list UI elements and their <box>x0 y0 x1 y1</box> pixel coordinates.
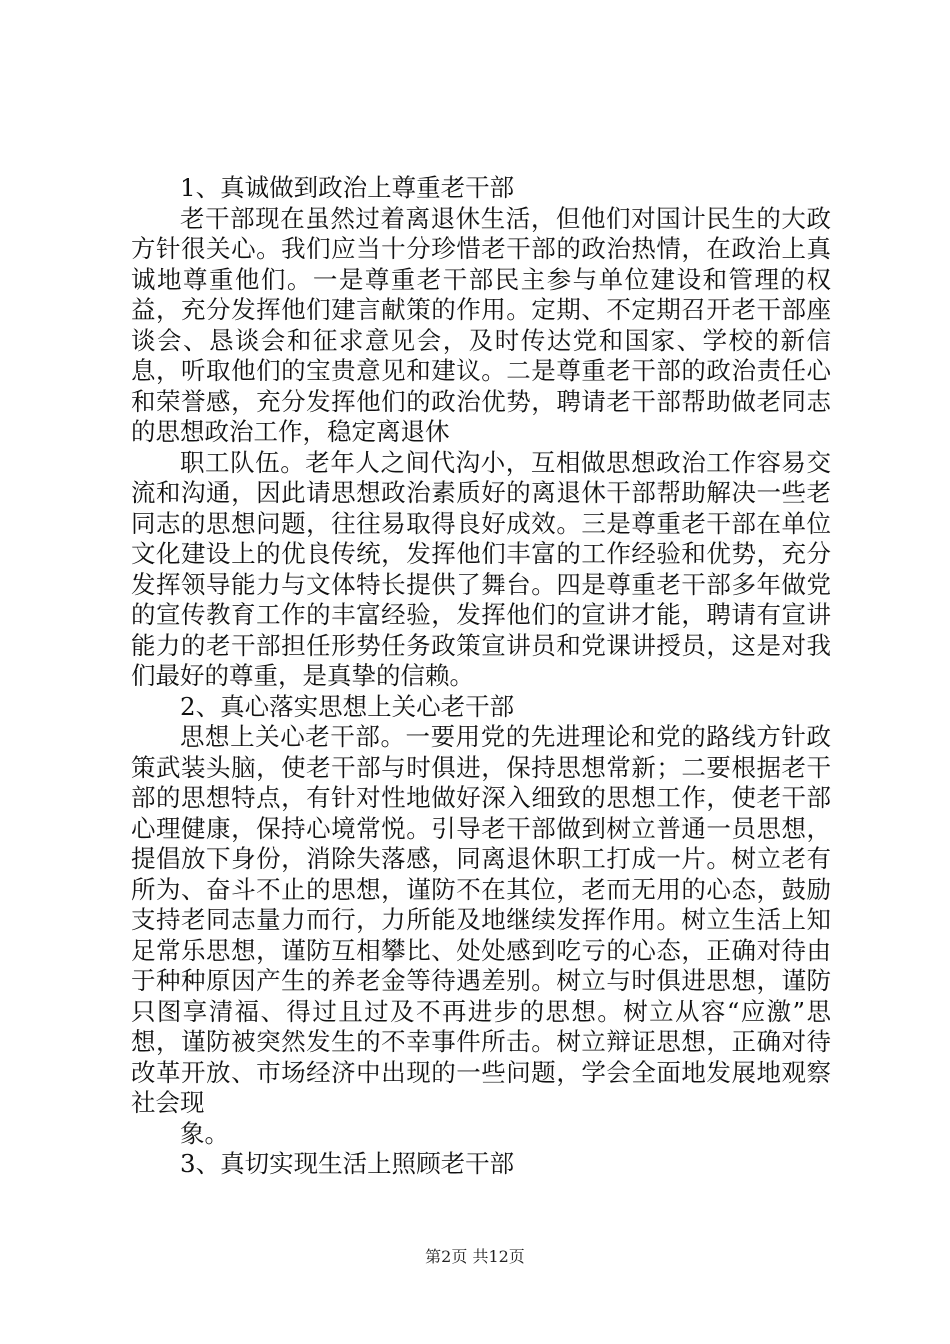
section-heading-3: 3、真切实现生活上照顾老干部 <box>180 1149 515 1178</box>
body-paragraph-2: 职工队伍。老年人之间代沟小，互相做思想政治工作容易交流和沟通，因此请思想政治素质好的离退休干部帮助解决一些老同志的思想问题，往往易取得良好成效。三是尊重老干部在单位文化建设上的优良传统，发挥他们丰富的工作经验和优势，充分发挥领导能力与文体特长提供了舞台。四是尊重老干部多年做党的宣传教育工作的丰富经验，发挥他们的宣讲才能，聘请有宣讲能力的老干部担任形势任务政策宣讲员和党课讲授员，这是对我们最好的尊重，是真挚的信赖。 <box>131 447 831 690</box>
section-heading-2: 2、真心落实思想上关心老干部 <box>180 691 515 721</box>
document-body <box>131 173 831 1180</box>
page-footer: 第2页 共12页 <box>425 1247 525 1266</box>
body-paragraph-3: 思想上关心老干部。一要用党的先进理论和党的路线方针政策武装头脑，使老干部与时俱进，保持思想常新；二要根据老干部的思想特点，有针对性地做好深入细致的思想工作，使老干部心理健康，保持心境常悦。引导老干部做到树立普通一员思想，提倡放下身份，消除失落感，同离退休职工打成一片。树立老有所为、奋斗不止的思想，谨防不在其位，老而无用的心态，鼓励支持老同志量力而行，力所能及地继续发挥作用。树立生活上知足常乐思想，谨防互相攀比、处处感到吃亏的心态，正确对待由于种种原因产生的养老金等待遇差别。树立与时俱进思想，谨防只图享清福、得过且过及不再进步的思想。树立从容“应激”思想，谨防被突然发生的不幸事件所击。树立辩证思想，正确对待改革开放、市场经济中出现的一些问题，学会全面地发展地观察社会现 <box>131 722 831 1117</box>
section-heading-1: 1、真诚做到政治上尊重老干部 <box>180 173 515 202</box>
body-paragraph-4: 象。 <box>180 1118 229 1148</box>
body-paragraph-1: 老干部现在虽然过着离退休生活，但他们对国计民生的大政方针很关心。我们应当十分珍惜老干部的政治热情，在政治上真诚地尊重他们。一是尊重老干部民主参与单位建设和管理的权益，充分发挥他们建言献策的作用。定期、不定期召开老干部座谈会、恳谈会和征求意见会，及时传达党和国家、学校的新信息，听取他们的宝贵意见和建议。二是尊重老干部的政治责任心和荣誉感，充分发挥他们的政治优势，聘请老干部帮助做老同志的思想政治工作，稳定离退休 <box>131 203 831 446</box>
